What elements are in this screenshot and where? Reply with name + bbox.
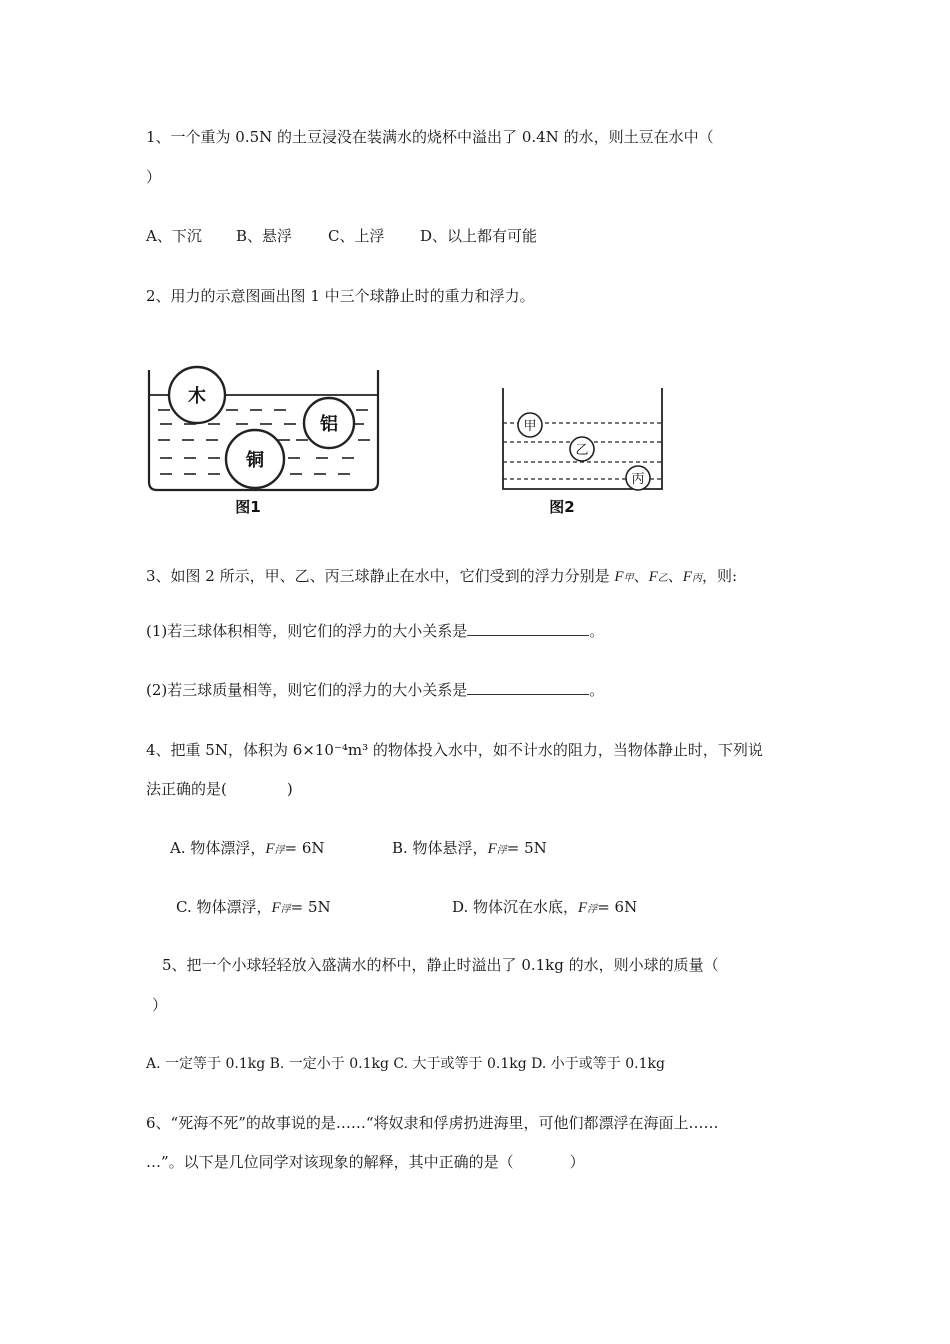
q2-text: 2、用力的示意图画出图 1 中三个球静止时的重力和浮力。 <box>146 287 535 305</box>
sub-fu: 浮 <box>274 845 285 856</box>
f-symbol: F <box>614 569 624 585</box>
figure-1 <box>140 358 390 518</box>
q4-option-b <box>392 838 547 861</box>
option-d-value: = 6N <box>597 898 638 916</box>
q3-part1 <box>146 621 604 641</box>
separator: 、 <box>633 567 649 585</box>
q5-options: A. 一定等于 0.1kg B. 一定小于 0.1kg C. 大于或等于 0.1kg D. 小于或等于 0.1kg <box>146 1056 665 1072</box>
q6-line2-close: ） <box>569 1153 585 1171</box>
q3-part2 <box>146 680 604 700</box>
q4-line1: 4、把重 5N，体积为 6×10⁻⁴m³ 的物体投入水中，如不计水的阻力，当物体静止时，下列说 <box>146 741 763 759</box>
ball-jia-label: 甲 <box>523 419 537 434</box>
q3-part2-text: (2)若三球质量相等，则它们的浮力的大小关系是 <box>146 681 468 699</box>
q4-line2-text: 法正确的是( <box>146 780 227 798</box>
q1-option-a: A、下沉 <box>146 227 202 245</box>
ball-aluminum <box>304 398 354 448</box>
option-c-text: C. 物体漂浮， <box>176 898 272 916</box>
q3-tail: ，则: <box>701 567 738 585</box>
f-symbol: F <box>648 569 658 585</box>
period: 。 <box>589 681 605 699</box>
figure-2 <box>495 385 675 518</box>
sub-yi: 乙 <box>657 573 668 584</box>
q1-option-b: B、悬浮 <box>236 227 293 245</box>
option-a-value: = 6N <box>284 839 325 857</box>
q4-line2 <box>146 779 293 799</box>
ball-yi <box>570 437 594 461</box>
q3-intro <box>146 566 737 589</box>
q4-option-d <box>452 897 637 920</box>
q6-line2-text: …”。以下是几位同学对该现象的解释，其中正确的是（ <box>146 1153 514 1171</box>
q6-line1: 6、“死海不死”的故事说的是……“将奴隶和俘虏扔进海里，可他们都漂浮在海面上…… <box>146 1114 719 1132</box>
option-d-text: D. 物体沉在水底， <box>452 898 579 916</box>
q1-line2: ） <box>146 168 162 186</box>
q5-line2: ） <box>152 996 168 1014</box>
q4-option-a <box>170 838 325 861</box>
figure-2-caption: 图2 <box>549 498 575 516</box>
q6-line2 <box>146 1152 585 1172</box>
separator: 、 <box>667 567 683 585</box>
sub-fu: 浮 <box>280 904 291 915</box>
f-symbol: F <box>682 569 692 585</box>
option-b-text: B. 物体悬浮， <box>392 839 488 857</box>
q4-line2-close: ) <box>286 780 293 798</box>
ball-aluminum-label: 铝 <box>320 414 338 435</box>
ball-wood-label: 木 <box>188 386 206 407</box>
f-symbol: F <box>578 900 588 916</box>
q1-option-c: C、上浮 <box>328 227 385 245</box>
option-c-value: = 5N <box>290 898 331 916</box>
option-a-text: A. 物体漂浮， <box>170 839 266 857</box>
answer-blank-2[interactable] <box>467 680 589 695</box>
q1-option-d: D、以上都有可能 <box>420 227 538 245</box>
ball-copper-label: 铜 <box>246 450 264 471</box>
sub-bing: 丙 <box>691 573 702 584</box>
ball-bing <box>626 466 650 490</box>
ball-wood <box>169 367 225 423</box>
ball-yi-label: 乙 <box>575 443 589 458</box>
q1-line1: 1、一个重为 0.5N 的土豆浸没在装满水的烧杯中溢出了 0.4N 的水，则土豆在水中（ <box>146 128 714 146</box>
ball-jia <box>518 413 542 437</box>
f-symbol: F <box>265 841 275 857</box>
f-symbol: F <box>487 841 497 857</box>
sub-fu: 浮 <box>587 904 598 915</box>
q3-part1-text: (1)若三球体积相等，则它们的浮力的大小关系是 <box>146 622 468 640</box>
ball-bing-label: 丙 <box>631 472 645 487</box>
q4-option-c <box>176 897 331 920</box>
sub-jia: 甲 <box>623 573 634 584</box>
period: 。 <box>589 622 605 640</box>
answer-blank-1[interactable] <box>467 621 589 636</box>
f-symbol: F <box>271 900 281 916</box>
q5-line1: 5、把一个小球轻轻放入盛满水的杯中，静止时溢出了 0.1kg 的水，则小球的质量（ <box>162 956 719 974</box>
option-b-value: = 5N <box>506 839 547 857</box>
ball-copper <box>226 430 284 488</box>
sub-fu: 浮 <box>496 845 507 856</box>
figure-1-caption: 图1 <box>235 498 261 516</box>
q3-intro-text: 3、如图 2 所示，甲、乙、丙三球静止在水中，它们受到的浮力分别是 <box>146 567 610 585</box>
